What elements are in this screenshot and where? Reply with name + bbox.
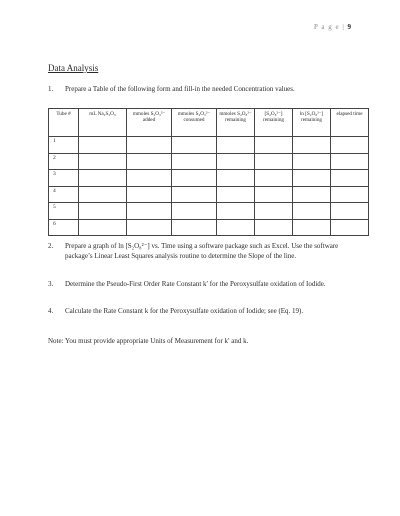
- header-ml: mL Na₂S₂O₃: [79, 109, 127, 137]
- row-number: 5: [49, 203, 79, 220]
- concentration-table: [48, 108, 369, 236]
- list-item: [48, 241, 358, 261]
- table-row: [49, 186, 369, 203]
- table-cell[interactable]: [127, 203, 172, 220]
- table-cell[interactable]: [127, 137, 172, 154]
- table-cell[interactable]: [331, 153, 369, 170]
- table-cell[interactable]: [255, 170, 293, 187]
- item-number: 2.: [48, 242, 54, 250]
- table-cell[interactable]: [127, 186, 172, 203]
- header-remaining: mmoles S₂O₈²⁻ remaining: [217, 109, 255, 137]
- row-number: 1: [49, 137, 79, 154]
- header-conc: [S₂O₈²⁻] remaining: [255, 109, 293, 137]
- table-cell[interactable]: [255, 186, 293, 203]
- table-cell[interactable]: [79, 219, 127, 236]
- table-cell[interactable]: [331, 137, 369, 154]
- table-cell[interactable]: [217, 137, 255, 154]
- table-cell[interactable]: [255, 137, 293, 154]
- table-cell[interactable]: [172, 153, 217, 170]
- units-note: Note: You must provide appropriate Units of Measurement for k′ and k.: [48, 337, 249, 345]
- section-title: Data Analysis: [48, 63, 99, 73]
- table-cell[interactable]: [79, 153, 127, 170]
- table-cell[interactable]: [331, 186, 369, 203]
- table-cell[interactable]: [331, 219, 369, 236]
- table-cell[interactable]: [293, 219, 331, 236]
- table-cell[interactable]: [172, 219, 217, 236]
- table-cell[interactable]: [255, 203, 293, 220]
- table-cell[interactable]: [79, 170, 127, 187]
- table-cell[interactable]: [217, 153, 255, 170]
- table-row: [49, 153, 369, 170]
- table-cell[interactable]: [172, 170, 217, 187]
- table-cell[interactable]: [255, 153, 293, 170]
- table-cell[interactable]: [217, 170, 255, 187]
- table-cell[interactable]: [255, 219, 293, 236]
- table-cell[interactable]: [217, 186, 255, 203]
- table-cell[interactable]: [293, 203, 331, 220]
- list-item: [48, 306, 358, 316]
- table-cell[interactable]: [331, 203, 369, 220]
- row-number: 3: [49, 170, 79, 187]
- page-number: 9: [347, 23, 351, 31]
- header-ln: ln [S₂O₈²⁻] remaining: [293, 109, 331, 137]
- page-header: [314, 23, 351, 31]
- header-tube: Tube #: [49, 109, 79, 137]
- header-consumed: mmoles S₂O₃²⁻ consumed: [172, 109, 217, 137]
- item-text: Prepare a graph of ln [S₂O₈²⁻] vs. Time using a software package such as Excel. Use the software package’s Linear Least Squares analysis routine to determine the Slope of the line.: [65, 242, 339, 260]
- row-number: 6: [49, 219, 79, 236]
- table-cell[interactable]: [293, 137, 331, 154]
- row-number: 2: [49, 153, 79, 170]
- table-cell[interactable]: [172, 186, 217, 203]
- table-cell[interactable]: [79, 137, 127, 154]
- list-item: [48, 84, 358, 94]
- header-time: elapsed time: [331, 109, 369, 137]
- table-cell[interactable]: [217, 203, 255, 220]
- item-text: Prepare a Table of the following form and fill-in the needed Concentration values.: [65, 85, 295, 93]
- table-row: [49, 203, 369, 220]
- item-number: 3.: [48, 280, 54, 288]
- table-cell[interactable]: [293, 186, 331, 203]
- table-row: [49, 170, 369, 187]
- table-row: [49, 137, 369, 154]
- table-cell[interactable]: [293, 153, 331, 170]
- table-cell[interactable]: [79, 203, 127, 220]
- table-cell[interactable]: [79, 186, 127, 203]
- row-number: 4: [49, 186, 79, 203]
- header-added: mmoles S₂O₃²⁻ added: [127, 109, 172, 137]
- table-cell[interactable]: [127, 153, 172, 170]
- table-header-row: [49, 109, 369, 137]
- table-cell[interactable]: [172, 203, 217, 220]
- table-cell[interactable]: [127, 170, 172, 187]
- table-cell[interactable]: [331, 170, 369, 187]
- table-cell[interactable]: [217, 219, 255, 236]
- table-cell[interactable]: [172, 137, 217, 154]
- item-text: Calculate the Rate Constant k for the Peroxysulfate oxidation of Iodide; see (Eq. 19).: [65, 307, 304, 315]
- list-item: [48, 279, 358, 289]
- table-cell[interactable]: [127, 219, 172, 236]
- table-cell[interactable]: [293, 170, 331, 187]
- item-number: 1.: [48, 85, 54, 93]
- table-row: [49, 219, 369, 236]
- page-label: P a g e |: [314, 23, 345, 31]
- item-number: 4.: [48, 307, 54, 315]
- item-text: Determine the Pseudo-First Order Rate Constant k′ for the Peroxysulfate oxidation of Iodide.: [65, 280, 326, 288]
